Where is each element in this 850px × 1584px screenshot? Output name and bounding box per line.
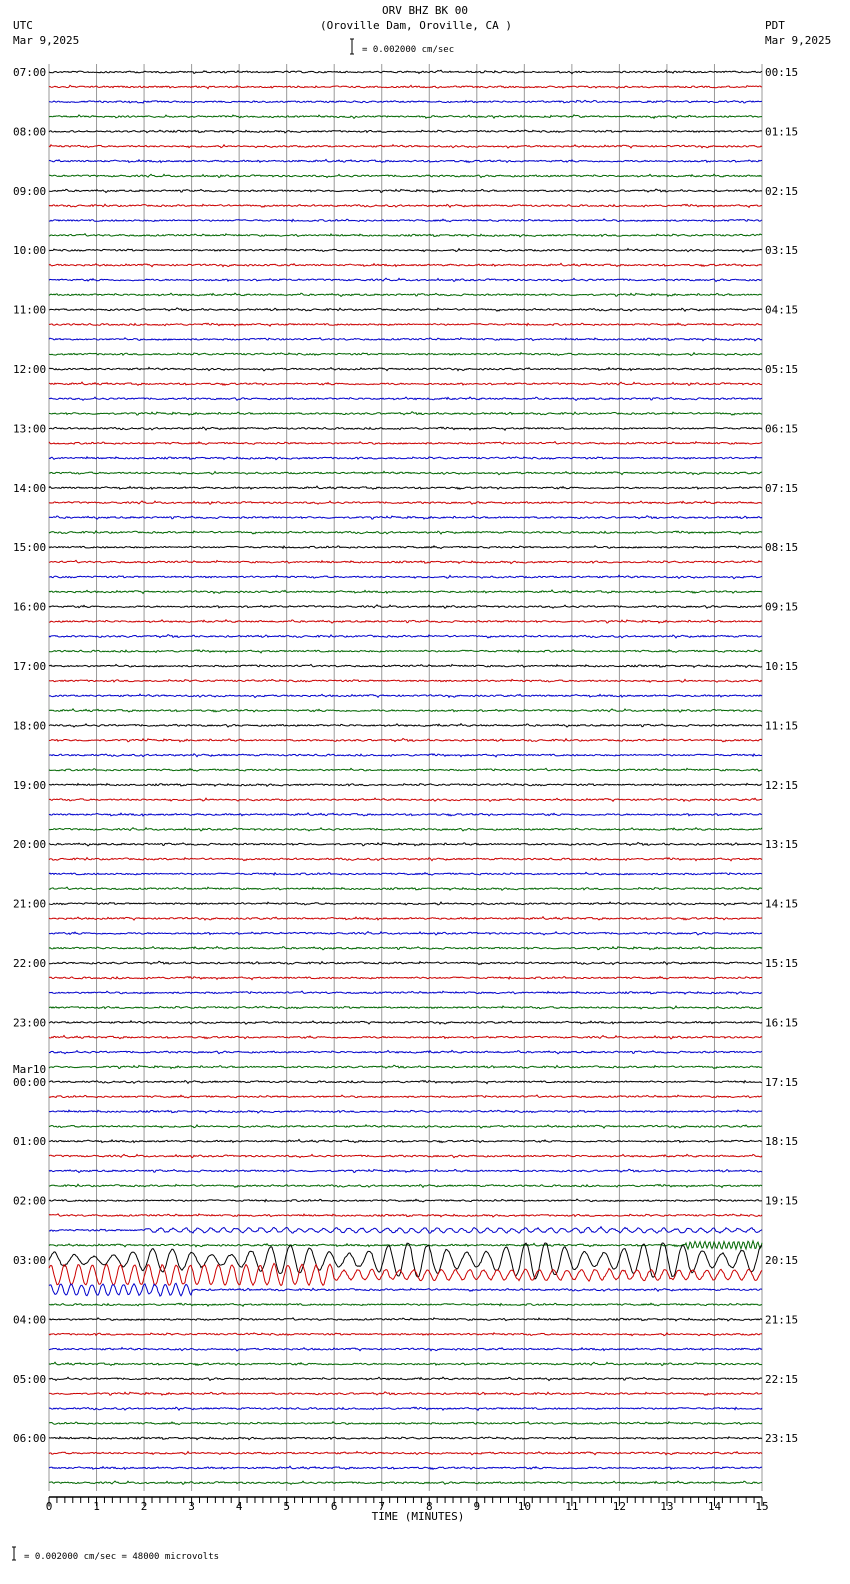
left-timezone: UTC xyxy=(13,19,33,32)
utc-hour-label: 02:00 xyxy=(13,1194,47,1208)
trace-line xyxy=(49,1481,762,1484)
trace-line xyxy=(49,159,762,162)
local-hour-label: 22:15 xyxy=(765,1372,799,1386)
trace-line xyxy=(49,1036,762,1039)
trace-line xyxy=(49,1377,762,1380)
trace-line xyxy=(49,145,762,148)
local-hour-label: 16:15 xyxy=(765,1016,799,1030)
trace-line xyxy=(49,219,762,222)
axis-tick-label: 4 xyxy=(235,1500,243,1513)
axis-tick-label: 2 xyxy=(140,1500,148,1513)
trace-line xyxy=(49,501,762,504)
trace-line xyxy=(49,1021,762,1024)
trace-line xyxy=(49,338,762,341)
trace-line xyxy=(49,1407,762,1410)
left-date: Mar 9,2025 xyxy=(13,34,80,47)
right-timezone: PDT xyxy=(765,19,785,32)
utc-hour-label: 00:00 xyxy=(13,1075,47,1089)
local-hour-label: 14:15 xyxy=(765,897,799,911)
trace-line xyxy=(49,650,762,653)
trace-line xyxy=(49,323,762,326)
utc-hour-label: 12:00 xyxy=(13,363,47,376)
trace-line xyxy=(49,1303,762,1306)
trace-line xyxy=(49,1422,762,1425)
utc-hour-label: 17:00 xyxy=(13,660,47,673)
footer-scale-text: = 0.002000 cm/sec = 48000 microvolts xyxy=(24,1552,220,1562)
axis-tick-label: 15 xyxy=(755,1500,769,1513)
utc-hour-label: 04:00 xyxy=(13,1313,47,1327)
axis-tick-label: 12 xyxy=(612,1500,627,1513)
trace-line xyxy=(49,293,762,296)
trace-line xyxy=(49,1184,762,1187)
axis-tick-label: 9 xyxy=(473,1500,481,1513)
utc-hour-label: 14:00 xyxy=(13,481,47,495)
trace-line xyxy=(49,382,762,385)
local-hour-label: 12:15 xyxy=(765,778,799,792)
trace-line xyxy=(49,546,762,549)
trace-line xyxy=(49,234,762,237)
trace-line xyxy=(49,427,762,430)
trace-line xyxy=(49,679,762,682)
trace-line xyxy=(49,590,762,593)
local-hour-label: 00:15 xyxy=(765,66,799,79)
trace-line xyxy=(49,397,762,400)
axis-tick-label: 14 xyxy=(707,1500,722,1513)
local-hour-label: 20:15 xyxy=(765,1254,799,1267)
axis-tick-label: 11 xyxy=(565,1500,579,1513)
axis-tick-label: 3 xyxy=(188,1500,195,1513)
trace-line xyxy=(49,813,762,816)
station-location: (Oroville Dam, Oroville, CA ) xyxy=(319,19,513,32)
trace-line xyxy=(49,1095,762,1098)
axis-tick-label: 5 xyxy=(283,1500,290,1513)
trace-line xyxy=(49,843,762,846)
station-title: ORV BHZ BK 00 xyxy=(381,4,469,17)
utc-hour-label: 08:00 xyxy=(13,125,47,139)
local-hour-label: 19:15 xyxy=(765,1194,799,1208)
trace-line xyxy=(49,1452,762,1455)
trace-line xyxy=(49,902,762,905)
utc-hour-label: 18:00 xyxy=(13,719,47,733)
trace-line xyxy=(49,1065,762,1068)
utc-hour-label: 09:00 xyxy=(13,184,47,198)
axis-tick-label: 10 xyxy=(517,1500,531,1513)
utc-hour-label: 10:00 xyxy=(13,244,47,258)
local-hour-label: 01:15 xyxy=(765,125,799,139)
trace-line xyxy=(49,1227,762,1234)
trace-line xyxy=(49,115,762,119)
date-change-label: Mar10 xyxy=(13,1062,47,1076)
local-hour-label: 11:15 xyxy=(765,719,799,733)
seismic-traces xyxy=(49,70,762,1484)
trace-line xyxy=(49,457,762,460)
utc-hour-label: 05:00 xyxy=(13,1372,47,1386)
trace-line xyxy=(49,1154,762,1157)
utc-hour-label: 22:00 xyxy=(13,957,47,970)
utc-hour-label: 11:00 xyxy=(13,303,47,317)
local-hour-label: 13:15 xyxy=(765,838,799,852)
trace-line xyxy=(49,1214,762,1217)
utc-hour-label: 07:00 xyxy=(13,66,47,79)
local-hour-label: 05:15 xyxy=(765,363,799,376)
trace-line xyxy=(49,932,762,935)
trace-line xyxy=(49,1081,762,1084)
trace-line xyxy=(49,471,762,474)
trace-line xyxy=(49,754,762,757)
trace-line xyxy=(49,947,762,950)
trace-line xyxy=(49,768,762,771)
trace-line xyxy=(49,917,762,920)
trace-line xyxy=(49,263,762,266)
trace-line xyxy=(49,1466,762,1469)
utc-hour-label: 03:00 xyxy=(13,1254,47,1267)
trace-line xyxy=(49,249,762,252)
trace-line xyxy=(49,828,762,831)
trace-line xyxy=(49,1006,762,1009)
utc-hour-label: 21:00 xyxy=(13,897,47,911)
local-hour-label: 18:15 xyxy=(765,1135,799,1149)
utc-hour-label: 15:00 xyxy=(13,541,47,555)
trace-line xyxy=(49,1199,762,1202)
trace-line xyxy=(49,635,762,638)
local-hour-label: 03:15 xyxy=(765,244,799,258)
scale-bar-icon xyxy=(350,39,354,54)
axis-tick-label: 0 xyxy=(45,1500,53,1513)
trace-line xyxy=(49,189,762,192)
local-hour-label: 15:15 xyxy=(765,957,799,970)
trace-line xyxy=(49,783,762,786)
local-hour-label: 10:15 xyxy=(765,660,799,673)
local-hour-label: 08:15 xyxy=(765,541,799,555)
trace-line xyxy=(49,739,762,742)
trace-line xyxy=(49,353,762,356)
trace-line xyxy=(49,174,762,177)
trace-line xyxy=(49,1392,762,1395)
trace-line xyxy=(49,575,762,578)
local-hour-label: 06:15 xyxy=(765,422,799,436)
trace-line xyxy=(49,991,762,994)
trace-line xyxy=(49,1283,762,1296)
trace-line xyxy=(49,560,762,563)
trace-line xyxy=(49,516,762,519)
trace-line xyxy=(49,1050,762,1053)
trace-line xyxy=(49,1333,762,1336)
local-hour-label: 09:15 xyxy=(765,600,799,614)
local-hour-label: 02:15 xyxy=(765,184,799,198)
trace-line xyxy=(49,308,762,311)
trace-line xyxy=(49,1140,762,1143)
trace-line xyxy=(49,1125,762,1128)
utc-hour-label: 01:00 xyxy=(13,1135,47,1149)
footer-scale-icon xyxy=(12,1547,16,1560)
axis-tick-label: 8 xyxy=(425,1500,433,1513)
trace-line xyxy=(49,531,762,534)
trace-line xyxy=(49,367,762,370)
local-hour-label: 23:15 xyxy=(765,1432,799,1446)
axis-tick-label: 1 xyxy=(93,1500,100,1513)
trace-line xyxy=(49,724,762,727)
trace-line xyxy=(49,412,762,415)
trace-line xyxy=(49,1169,762,1172)
trace-line xyxy=(49,977,762,980)
local-hour-label: 04:15 xyxy=(765,303,799,317)
trace-line xyxy=(49,442,762,445)
trace-line xyxy=(49,694,762,697)
trace-line xyxy=(49,961,762,964)
trace-line xyxy=(49,130,762,133)
axis-tick-label: 13 xyxy=(660,1500,674,1513)
trace-line xyxy=(49,620,762,623)
axis-tick-label: 7 xyxy=(378,1500,386,1513)
trace-line xyxy=(49,486,762,489)
trace-line xyxy=(49,858,762,861)
scale-text: = 0.002000 cm/sec xyxy=(362,45,455,55)
trace-line xyxy=(49,872,762,875)
trace-line xyxy=(49,100,762,103)
utc-hour-label: 20:00 xyxy=(13,838,47,852)
trace-line xyxy=(49,85,762,88)
utc-hour-label: 16:00 xyxy=(13,600,47,614)
trace-line xyxy=(49,1362,762,1365)
trace-line xyxy=(49,1348,762,1351)
trace-line xyxy=(49,70,762,73)
axis-tick-label: 6 xyxy=(330,1500,338,1513)
right-date: Mar 9,2025 xyxy=(765,34,832,47)
utc-hour-label: 19:00 xyxy=(13,778,47,792)
x-axis-label: TIME (MINUTES) xyxy=(371,1510,465,1523)
trace-line xyxy=(49,798,762,801)
trace-line xyxy=(49,1318,762,1321)
local-hour-label: 07:15 xyxy=(765,481,799,495)
utc-hour-label: 13:00 xyxy=(13,422,47,436)
local-hour-label: 21:15 xyxy=(765,1313,799,1327)
utc-hour-label: 23:00 xyxy=(13,1016,47,1030)
trace-line xyxy=(49,887,762,890)
trace-line xyxy=(49,1243,762,1279)
trace-line xyxy=(49,605,762,608)
trace-line xyxy=(49,1110,762,1113)
trace-line xyxy=(49,1437,762,1440)
local-hour-label: 17:15 xyxy=(765,1075,799,1089)
utc-hour-label: 06:00 xyxy=(13,1432,47,1446)
trace-line xyxy=(49,664,762,667)
trace-line xyxy=(49,709,762,712)
trace-line xyxy=(49,278,762,281)
trace-line xyxy=(49,204,762,207)
